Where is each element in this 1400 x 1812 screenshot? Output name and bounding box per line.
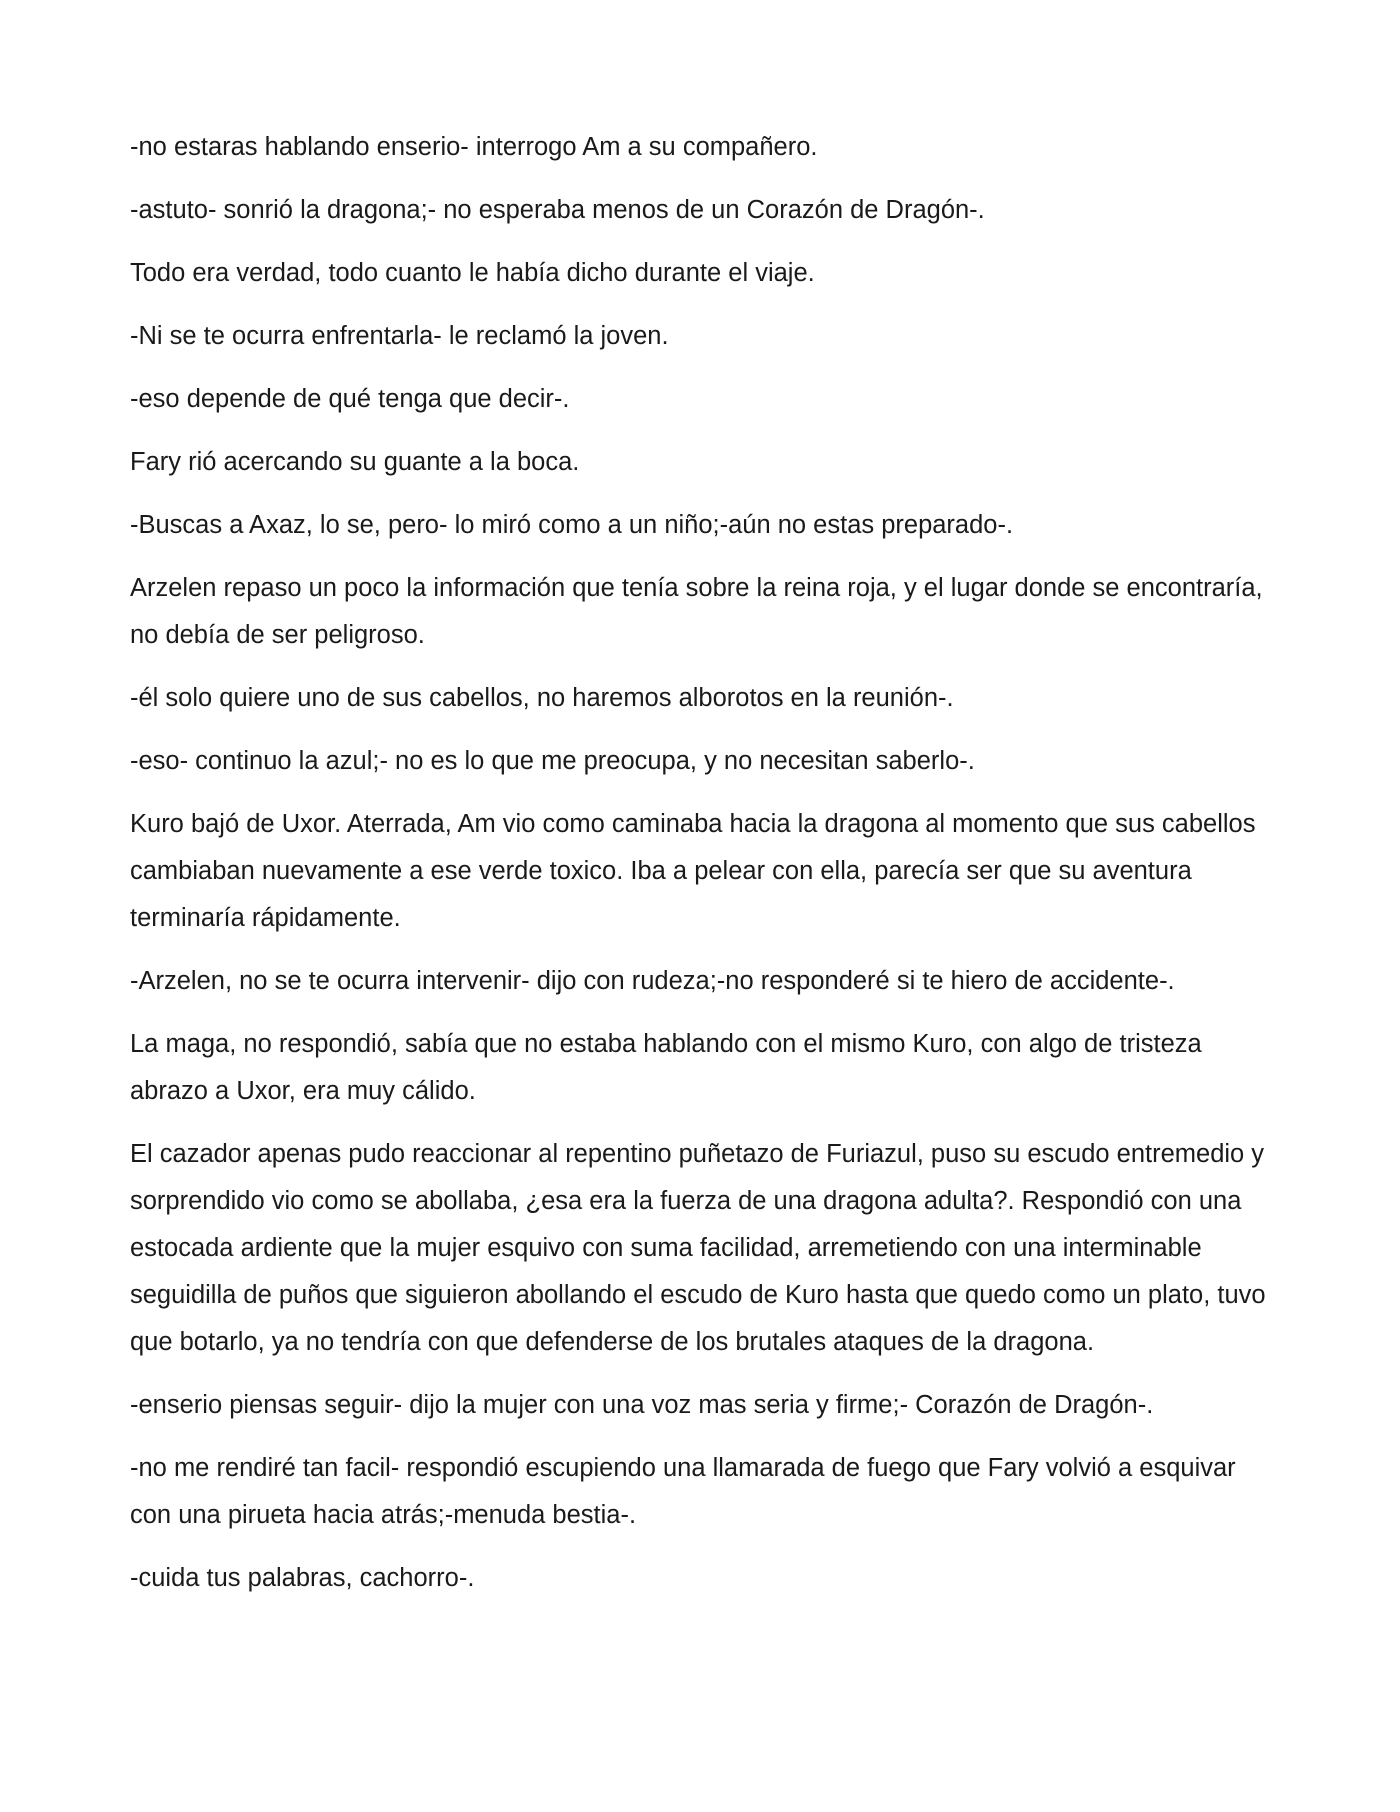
document-body (130, 124, 1280, 1618)
paragraph-9: -él solo quiere uno de sus cabellos, no haremos alborotos en la reunión-. (130, 684, 954, 712)
paragraph-7: -Buscas a Axaz, lo se, pero- lo miró como a un niño;-aún no estas preparado-. (130, 511, 1014, 539)
paragraph-1: -no estaras hablando enserio- interrogo Am a su compañero. (130, 133, 818, 161)
paragraph-10: -eso- continuo la azul;- no es lo que me preocupa, y no necesitan saberlo-. (130, 747, 975, 775)
paragraph-15: -enserio piensas seguir- dijo la mujer con una voz mas seria y firme;- Corazón de Dragón-. (130, 1391, 1154, 1419)
paragraph-16: -no me rendiré tan facil- respondió escupiendo una llamarada de fuego que Fary volvió a esquivar con una pirueta hacia atrás;-menuda bestia-. (130, 1454, 1236, 1529)
paragraph-3: Todo era verdad, todo cuanto le había dicho durante el viaje. (130, 259, 815, 287)
paragraph-11: Kuro bajó de Uxor. Aterrada, Am vio como caminaba hacia la dragona al momento que sus cabellos cambiaban nuevamente a ese verde toxico. Iba a pelear con ella, parecía ser que su aventura terminaría rápidamente. (130, 810, 1256, 932)
paragraph-13: La maga, no respondió, sabía que no estaba hablando con el mismo Kuro, con algo de tristeza abrazo a Uxor, era muy cálido. (130, 1030, 1202, 1105)
paragraph-12: -Arzelen, no se te ocurra intervenir- dijo con rudeza;-no responderé si te hiero de accidente-. (130, 967, 1175, 995)
paragraph-5: -eso depende de qué tenga que decir-. (130, 385, 570, 413)
paragraph-6: Fary rió acercando su guante a la boca. (130, 448, 580, 476)
paragraph-17: -cuida tus palabras, cachorro-. (130, 1564, 475, 1592)
paragraph-14: El cazador apenas pudo reaccionar al repentino puñetazo de Furiazul, puso su escudo entremedio y sorprendido vio como se abollaba, ¿esa era la fuerza de una dragona adulta?. Respondió con una estocada ardiente que la mujer esquivo con suma facilidad, arremetiendo con una interminable seguidilla de puños que siguieron abollando el escudo de Kuro hasta que quedo como un plato, tuvo que botarlo, ya no tendría con que defenderse de los brutales ataques de la dragona. (130, 1140, 1266, 1356)
paragraph-2: -astuto- sonrió la dragona;- no esperaba menos de un Corazón de Dragón-. (130, 196, 985, 224)
paragraph-4: -Ni se te ocurra enfrentarla- le reclamó la joven. (130, 322, 669, 350)
paragraph-8: Arzelen repaso un poco la información que tenía sobre la reina roja, y el lugar donde se encontraría, no debía de ser peligroso. (130, 574, 1263, 649)
